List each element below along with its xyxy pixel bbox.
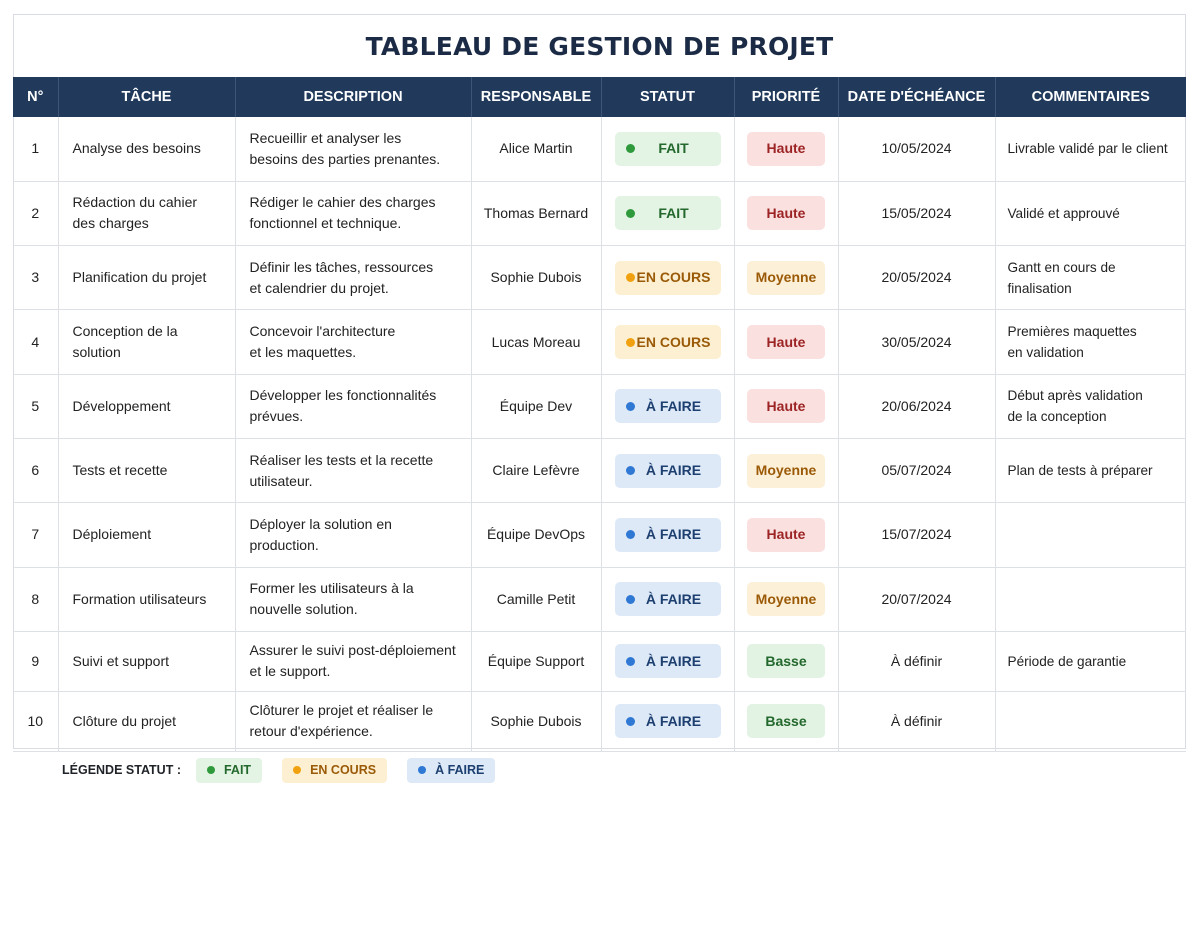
todo-dot-icon (626, 466, 635, 475)
comments-cell (995, 374, 1186, 438)
row-number: 2 (31, 204, 40, 221)
status-badge[interactable] (615, 325, 721, 359)
owner-cell (471, 374, 601, 438)
status-label: EN COURS (636, 269, 711, 286)
column-header-description[interactable]: DESCRIPTION (235, 77, 471, 117)
row-number-cell (13, 503, 58, 567)
done-dot-icon (626, 209, 635, 218)
task-cell (58, 246, 235, 310)
task-cell (58, 503, 235, 567)
owner-cell (471, 438, 601, 502)
status-cell (601, 246, 734, 310)
description-text-line: Assurer le suivi post-déploiement (249, 642, 456, 659)
task-name-line: Développement (72, 397, 171, 414)
task-name-line: Conception de la solution (72, 323, 178, 361)
task-name-line: Planification du projet (72, 269, 207, 286)
owner-name: Sophie Dubois (490, 712, 582, 729)
description-text-line: Clôturer le projet et réaliser le (249, 702, 434, 719)
description-text-line: et calendrier du projet. (249, 279, 389, 296)
description-text-line: Recueillir et analyser les (249, 129, 402, 146)
description-text-line: besoins des parties prenantes. (249, 150, 441, 167)
comment-text-line: Plan de tests à préparer (1007, 463, 1153, 479)
owner-name: Alice Martin (499, 140, 573, 157)
priority-badge[interactable]: Haute (747, 518, 825, 552)
comments-cell (995, 567, 1186, 631)
project-sheet (13, 14, 1186, 749)
comment-text-line: Premières maquettes (1007, 324, 1137, 340)
status-label: À FAIRE (645, 652, 702, 669)
priority-badge[interactable]: Moyenne (747, 454, 825, 488)
priority-badge[interactable]: Basse (747, 704, 825, 738)
priority-badge[interactable]: Haute (747, 132, 825, 166)
due-date: 10/05/2024 (881, 140, 952, 157)
owner-name: Lucas Moreau (491, 333, 581, 350)
owner-name: Équipe DevOps (486, 526, 586, 543)
owner-name: Sophie Dubois (490, 269, 582, 286)
todo-dot-icon (626, 595, 635, 604)
status-cell (601, 374, 734, 438)
row-number: 3 (31, 269, 40, 286)
owner-cell (471, 691, 601, 751)
comments-cell (995, 117, 1186, 181)
comment-text-line: de la conception (1007, 409, 1107, 425)
status-label: FAIT (658, 204, 689, 221)
task-name-line: Analyse des besoins (72, 140, 201, 157)
description-text-line: production. (249, 536, 319, 553)
priority-cell (734, 117, 838, 181)
row-number-cell (13, 631, 58, 691)
in-progress-dot-icon (293, 766, 301, 774)
priority-cell (734, 691, 838, 751)
description-cell (235, 310, 471, 374)
status-badge[interactable] (615, 454, 721, 488)
task-cell (58, 567, 235, 631)
legend-label-done: FAIT (223, 763, 252, 777)
status-cell (601, 117, 734, 181)
description-text-line: Rédiger le cahier des charges (249, 194, 436, 211)
page-title: TABLEAU DE GESTION DE PROJET (365, 31, 834, 61)
owner-name: Équipe Support (487, 652, 585, 669)
table-row[interactable] (13, 567, 1186, 631)
todo-dot-icon (626, 657, 635, 666)
done-dot-icon (207, 766, 215, 774)
status-label: FAIT (658, 140, 689, 157)
row-number-cell (13, 181, 58, 245)
row-number: 6 (31, 462, 40, 479)
task-cell (58, 438, 235, 502)
todo-dot-icon (626, 402, 635, 411)
description-text-line: Déployer la solution en (249, 515, 392, 532)
table-header-row (13, 77, 1186, 117)
row-number-cell (13, 567, 58, 631)
done-dot-icon (626, 144, 635, 153)
description-cell (235, 117, 471, 181)
due-date: 15/05/2024 (881, 204, 952, 221)
status-badge[interactable] (615, 518, 721, 552)
comment-text-line: en validation (1007, 345, 1084, 361)
comments-cell (995, 631, 1186, 691)
row-number: 10 (27, 712, 44, 729)
column-header-task[interactable]: TÂCHE (58, 77, 235, 117)
row-number: 8 (31, 590, 40, 607)
description-cell (235, 374, 471, 438)
priority-cell (734, 567, 838, 631)
table-row[interactable] (13, 374, 1186, 438)
column-header-num[interactable]: N° (13, 77, 58, 117)
legend-label-todo: À FAIRE (435, 763, 485, 777)
row-number-cell (13, 438, 58, 502)
priority-cell (734, 181, 838, 245)
table-row[interactable] (13, 181, 1186, 245)
description-text-line: Concevoir l'architecture (249, 323, 396, 340)
description-text-line: et les maquettes. (249, 344, 357, 361)
description-cell (235, 567, 471, 631)
table-row[interactable] (13, 438, 1186, 502)
description-cell (235, 691, 471, 751)
comments-cell (995, 181, 1186, 245)
due-date-cell (838, 310, 995, 374)
task-cell (58, 374, 235, 438)
task-name-line: Clôture du projet (72, 712, 177, 729)
table-row[interactable] (13, 503, 1186, 567)
due-date-cell (838, 117, 995, 181)
row-number-cell (13, 246, 58, 310)
due-date: 20/07/2024 (881, 590, 952, 607)
owner-name: Camille Petit (496, 590, 576, 607)
status-label: À FAIRE (645, 712, 702, 729)
task-name-line: Déploiement (72, 526, 152, 543)
owner-cell (471, 181, 601, 245)
status-cell (601, 567, 734, 631)
status-label: À FAIRE (645, 462, 702, 479)
comment-text-line: Période de garantie (1007, 653, 1127, 669)
task-cell (58, 310, 235, 374)
in-progress-dot-icon (626, 338, 635, 347)
row-number-cell (13, 691, 58, 751)
due-date: 15/07/2024 (881, 526, 952, 543)
row-number: 9 (31, 652, 40, 669)
task-cell (58, 117, 235, 181)
column-header-status[interactable]: STATUT (601, 77, 734, 117)
priority-cell (734, 374, 838, 438)
row-number-cell (13, 374, 58, 438)
table-row[interactable] (13, 310, 1186, 374)
legend-chip-in-progress (282, 758, 387, 783)
table-row[interactable] (13, 631, 1186, 691)
comments-cell (995, 503, 1186, 567)
column-header-priority[interactable]: PRIORITÉ (734, 77, 838, 117)
priority-cell (734, 438, 838, 502)
owner-cell (471, 117, 601, 181)
description-cell (235, 438, 471, 502)
legend-chip-todo (407, 758, 495, 783)
status-badge[interactable] (615, 132, 721, 166)
task-cell (58, 691, 235, 751)
priority-cell (734, 503, 838, 567)
status-badge[interactable] (615, 704, 721, 738)
status-cell (601, 310, 734, 374)
due-date: 20/05/2024 (881, 269, 952, 286)
status-cell (601, 503, 734, 567)
priority-badge[interactable]: Haute (747, 196, 825, 230)
status-cell (601, 438, 734, 502)
owner-cell (471, 631, 601, 691)
column-header-due-date[interactable]: DATE D'ÉCHÉANCE (838, 77, 995, 117)
priority-badge[interactable]: Haute (747, 389, 825, 423)
todo-dot-icon (626, 530, 635, 539)
due-date-cell (838, 631, 995, 691)
in-progress-dot-icon (626, 273, 635, 282)
legend-chip-done (196, 758, 262, 783)
owner-name: Équipe Dev (499, 397, 573, 414)
due-date-cell (838, 438, 995, 502)
comments-cell (995, 246, 1186, 310)
task-cell (58, 631, 235, 691)
due-date: 30/05/2024 (881, 333, 952, 350)
status-cell (601, 181, 734, 245)
description-text-line: utilisateur. (249, 472, 313, 489)
task-name-line: Rédaction du cahier (72, 194, 198, 211)
status-badge[interactable] (615, 196, 721, 230)
description-text-line: Développer les fonctionnalités (249, 387, 437, 404)
task-name-line: des charges (72, 215, 149, 232)
owner-cell (471, 246, 601, 310)
comments-cell (995, 691, 1186, 751)
description-text-line: Former les utilisateurs à la (249, 580, 414, 597)
row-number-cell (13, 117, 58, 181)
row-number: 1 (31, 140, 40, 157)
description-cell (235, 631, 471, 691)
task-cell (58, 181, 235, 245)
status-cell (601, 631, 734, 691)
due-date-cell (838, 181, 995, 245)
comments-cell (995, 310, 1186, 374)
row-number-cell (13, 310, 58, 374)
comment-text-line: Gantt en cours de finalisation (1007, 259, 1116, 296)
description-text-line: Définir les tâches, ressources (249, 258, 434, 275)
owner-cell (471, 567, 601, 631)
priority-badge[interactable]: Haute (747, 325, 825, 359)
legend-label-in-progress: EN COURS (310, 763, 377, 777)
description-text-line: nouvelle solution. (249, 601, 358, 618)
description-text-line: retour d'expérience. (249, 723, 373, 740)
row-number: 4 (31, 333, 40, 350)
priority-badge[interactable]: Moyenne (747, 261, 825, 295)
status-label: À FAIRE (645, 590, 702, 607)
comment-text-line: Début après validation (1007, 388, 1143, 404)
status-legend (62, 757, 515, 783)
due-date-cell (838, 567, 995, 631)
due-date-cell (838, 503, 995, 567)
status-badge[interactable] (615, 582, 721, 616)
description-cell (235, 246, 471, 310)
table-row[interactable] (13, 117, 1186, 181)
task-name-line: Suivi et support (72, 652, 169, 669)
due-date: À définir (890, 652, 943, 669)
status-cell (601, 691, 734, 751)
description-text-line: Réaliser les tests et la recette (249, 451, 434, 468)
description-cell (235, 503, 471, 567)
owner-cell (471, 503, 601, 567)
table-row[interactable] (13, 691, 1186, 751)
task-name-line: Tests et recette (72, 462, 168, 479)
comment-text-line: Livrable validé par le client (1007, 141, 1168, 157)
legend-title: LÉGENDE STATUT : (62, 763, 181, 777)
project-table (13, 77, 1186, 752)
description-text-line: prévues. (249, 408, 304, 425)
due-date: 20/06/2024 (881, 397, 952, 414)
table-row[interactable] (13, 246, 1186, 310)
status-badge[interactable] (615, 644, 721, 678)
column-header-comments[interactable]: COMMENTAIRES (995, 77, 1186, 117)
priority-cell (734, 631, 838, 691)
priority-badge[interactable]: Basse (747, 644, 825, 678)
status-label: À FAIRE (645, 397, 702, 414)
status-badge[interactable] (615, 261, 721, 295)
description-cell (235, 181, 471, 245)
status-badge[interactable] (615, 389, 721, 423)
owner-name: Thomas Bernard (483, 204, 589, 221)
status-label: EN COURS (636, 333, 711, 350)
due-date-cell (838, 374, 995, 438)
description-text-line: et le support. (249, 663, 331, 680)
owner-cell (471, 310, 601, 374)
comments-cell (995, 438, 1186, 502)
column-header-owner[interactable]: RESPONSABLE (471, 77, 601, 117)
owner-name: Claire Lefèvre (492, 462, 580, 479)
due-date: À définir (890, 712, 943, 729)
priority-cell (734, 310, 838, 374)
row-number: 7 (31, 526, 40, 543)
priority-cell (734, 246, 838, 310)
row-number: 5 (31, 397, 40, 414)
comment-text-line: Validé et approuvé (1007, 205, 1120, 221)
status-label: À FAIRE (645, 526, 702, 543)
todo-dot-icon (626, 717, 635, 726)
description-text-line: fonctionnel et technique. (249, 215, 402, 232)
priority-badge[interactable]: Moyenne (747, 582, 825, 616)
due-date: 05/07/2024 (881, 462, 952, 479)
due-date-cell (838, 691, 995, 751)
todo-dot-icon (418, 766, 426, 774)
task-name-line: Formation utilisateurs (72, 590, 207, 607)
due-date-cell (838, 246, 995, 310)
